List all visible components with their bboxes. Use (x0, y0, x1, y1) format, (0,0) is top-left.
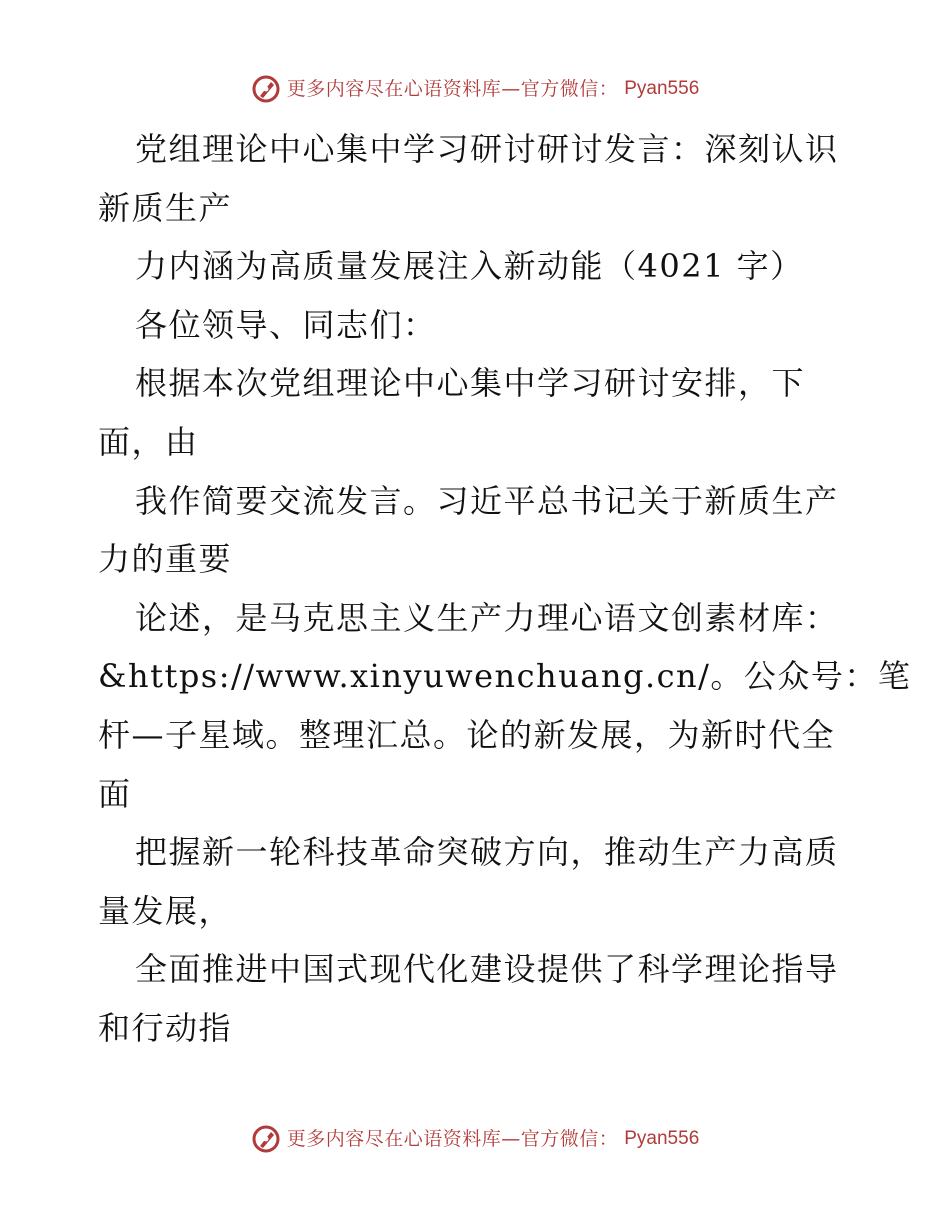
document-body (98, 120, 912, 1058)
footer-banner-contact: Pyan556 (624, 1128, 700, 1149)
paragraph-line: 我作简要交流发言。习近平总书记关于新质生产 (135, 481, 839, 520)
paragraph-line: 根据本次党组理论中心集中学习研讨安排，下 (135, 364, 806, 403)
document-title-line-2: 新质生产 (98, 188, 233, 227)
paragraph-line: 杆—子星域。整理汇总。论的新发展，为新时代全 (98, 715, 836, 754)
paragraph-line: 论述，是马克思主义生产力理心语文创素材库： (135, 598, 839, 637)
paragraph-line: 全面推进中国式现代化建设提供了科学理论指导 (135, 950, 839, 989)
salutation: 各位领导、同志们： (135, 305, 437, 344)
header-banner-text: 更多内容尽在心语资料库—官方微信： (286, 78, 619, 100)
pen-logo-icon (251, 74, 281, 104)
paragraph-line: 力的重要 (98, 540, 233, 579)
paragraph-line: 面，由 (98, 422, 199, 461)
document-title-line-1: 党组理论中心集中学习研讨研讨发言：深刻认识 (135, 130, 839, 168)
header-banner-contact: Pyan556 (624, 78, 700, 99)
footer-banner (0, 1124, 950, 1154)
pen-logo-icon (251, 1124, 281, 1154)
header-banner (0, 74, 950, 104)
document-title-line-3: 力内涵为高质量发展注入新动能（4021 字） (135, 247, 804, 286)
paragraph-line: 和行动指 (98, 1008, 233, 1047)
paragraph-line: 把握新一轮科技革命突破方向，推动生产力高质 (135, 833, 839, 872)
footer-banner-text: 更多内容尽在心语资料库—官方微信： (286, 1128, 619, 1150)
paragraph-line: &https://www.xinyuwenchuang.cn/。公众号：笔 (98, 657, 912, 696)
paragraph-line: 量发展， (98, 891, 233, 930)
paragraph-line: 面 (98, 774, 132, 813)
